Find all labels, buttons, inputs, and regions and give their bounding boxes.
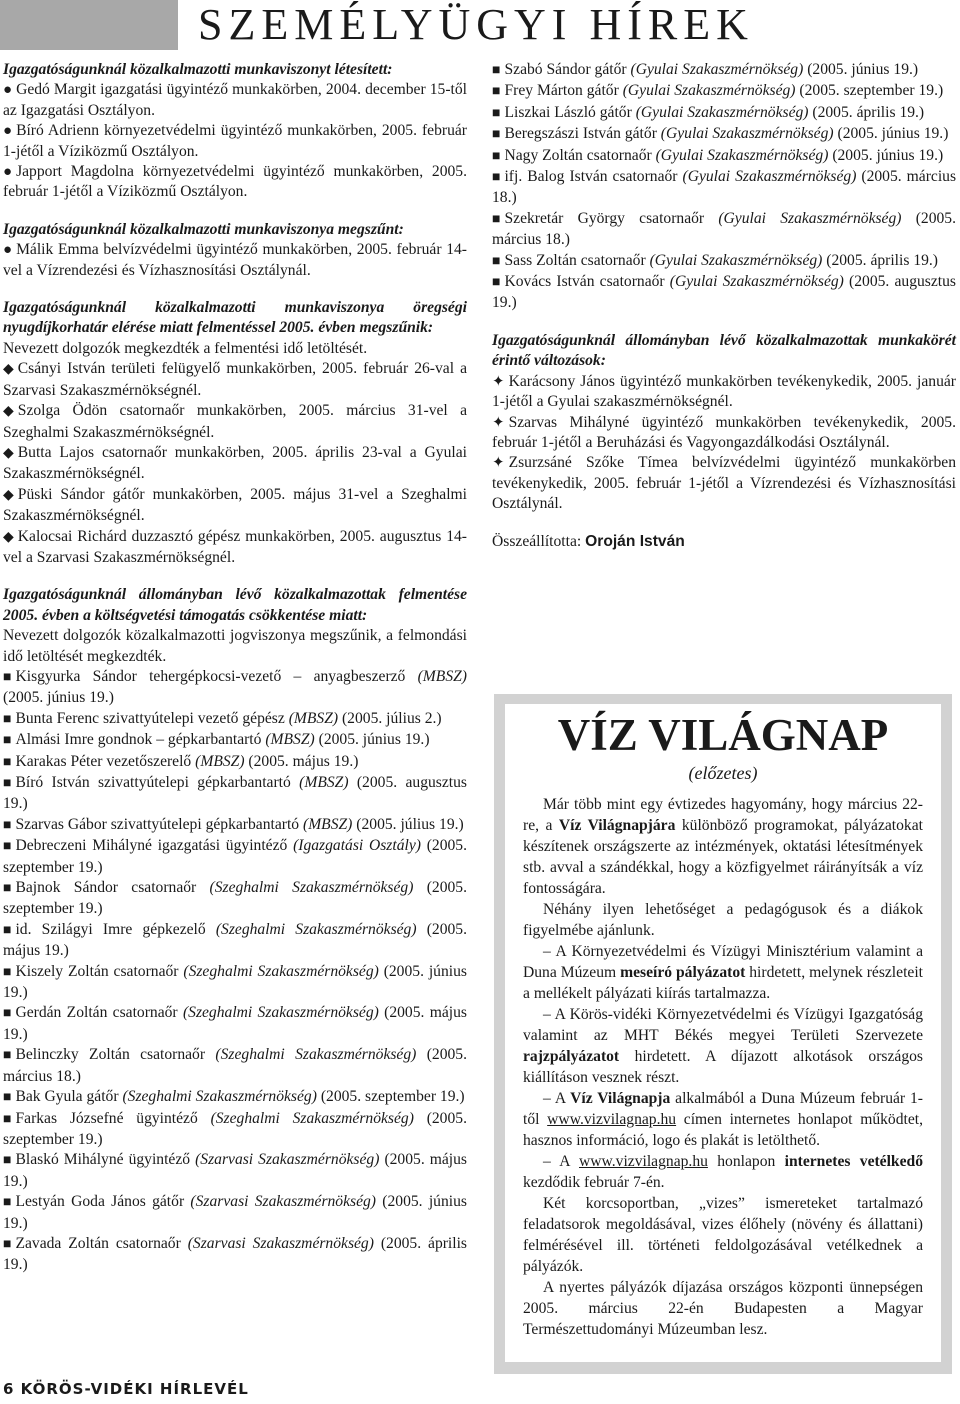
- section-intro: Nevezett dolgozók közalkalmazotti jogviszonya megszűnik, a felmondási idő letöltését megkezdték.: [3, 627, 467, 665]
- list-item: Bíró Adrienn környezetvédelmi ügyintéző munkakörben, 2005. február 1-jétől a Víziközmű Osztályon.: [3, 122, 467, 160]
- section-budget-dismissal: [3, 585, 467, 667]
- employee-date: (2005. április 19.): [3, 1234, 468, 1274]
- list-item: [492, 209, 956, 251]
- section-terminated: [3, 220, 467, 281]
- text-run-bold: rajzpályázatot: [523, 1048, 620, 1065]
- list-item: Kalocsai Richárd duzzasztó gépész munkakörben, 2005. augusztus 14-vel a Szarvasi Szakaszmérnökségnél.: [3, 527, 467, 566]
- employee-date: (2005. május 19.): [248, 752, 359, 770]
- employee-name: Karakas Péter vezetőszerelő: [15, 752, 192, 770]
- bullet-square-icon: ■: [3, 1111, 12, 1127]
- bullet-square-icon: ■: [3, 964, 12, 980]
- list-item: [492, 103, 956, 124]
- employee-unit: (Szarvasi Szakaszmérnökség): [195, 1151, 380, 1169]
- section-heading: Igazgatóságunknál közalkalmazotti munkaviszonya megszűnt:: [3, 220, 404, 238]
- employee-date: (2005. július 19.): [356, 815, 464, 833]
- employee-name: id. Szilágyi Imre gépkezelő: [15, 920, 206, 938]
- article-title: VÍZ VILÁGNAP: [557, 710, 889, 760]
- bullet-square-icon: ■: [3, 1006, 12, 1022]
- employee-date: (2005. szeptember 19.): [3, 1109, 467, 1148]
- employee-date: (2005. szeptember 19.): [799, 82, 944, 100]
- text-run-bold: Víz Világnapja: [570, 1090, 671, 1107]
- text-run: alkalmából a Duna Múzeum február 1-től: [523, 1090, 923, 1128]
- text-run: címen internetes honlapot működtet, hasznos információ, logo és plakát is letölthető.: [523, 1111, 923, 1149]
- section-heading: Igazgatóságunknál állományban lévő közalkalmazottak munkakörét érintő változások:: [492, 331, 956, 370]
- section-retirement: [3, 298, 467, 568]
- bullet-square-icon: ■: [3, 817, 12, 833]
- employee-name: Blaskó Mihályné ügyintéző: [15, 1151, 191, 1169]
- list-item: [492, 146, 956, 167]
- list-item: Csányi István területi felügyelő munkakörben, 2005. február 26-val a Szarvasi Szakaszmérnökségnél.: [3, 360, 467, 399]
- employee-unit: (Szeghalmi Szakaszmérnökség): [209, 879, 414, 897]
- section-intro: Nevezett dolgozók megkezdték a felmentési idő letöltését.: [3, 339, 368, 357]
- employee-name: ifj. Balog István csatornaőr: [504, 168, 678, 186]
- employee-unit: (Gyulai Szakaszmérnökség): [718, 209, 902, 227]
- bullet-diamond-icon: ◆: [3, 529, 14, 545]
- bullet-square-icon: ■: [3, 1048, 12, 1064]
- list-item: Szarvas Mihályné ügyintéző munkakörben tevékenykedik, 2005. február 1-jétől a Beruházási és Vagyongazdálkodási Osztálynál.: [492, 413, 956, 451]
- employee-date: (2005. június 19.): [832, 146, 944, 164]
- list-item: [3, 1150, 467, 1192]
- text-run: – A Körös-vidéki Környezetvédelmi és Vízügyi Igazgatóság valamint az MHT Békés megyei Területi Szervezete: [523, 1006, 923, 1044]
- employee-name: Nagy Zoltán csatornaőr: [504, 146, 652, 164]
- employee-unit: (Gyulai Szakaszmérnökség): [635, 103, 809, 121]
- list-item: Málik Emma belvízvédelmi ügyintéző munkakörben, 2005. február 14-vel a Vízrendezési és Vízhasznosítási Osztálynál.: [3, 241, 467, 279]
- list-item: [3, 1045, 467, 1087]
- employee-unit: (MBSZ): [288, 709, 339, 727]
- bullet-square-icon: ■: [3, 669, 12, 685]
- bullet-square-icon: ■: [492, 127, 501, 143]
- masthead-gray-bar: [0, 0, 178, 50]
- masthead: [0, 0, 960, 50]
- list-item: Szolga Ödön csatornaőr munkakörben, 2005. március 31-vel a Szeghalmi Szakaszmérnökségnél.: [3, 402, 467, 441]
- list-item: Püski Sándor gátőr munkakörben, 2005. május 31-vel a Szeghalmi Szakaszmérnökségnél.: [3, 485, 467, 525]
- text-run: hirdetett, melynek részleteit a mellékelt pályázati kiírás tartalmazza.: [523, 964, 923, 1002]
- text-run: – A Környezetvédelmi és Vízügyi Minisztérium valamint a Duna Múzeum: [523, 943, 923, 981]
- employee-date: (2005. április 19.): [812, 103, 925, 121]
- list-item: Butta Lajos csatornaőr munkakörben, 2005. április 23-val a Gyulai Szakaszmérnökségnél.: [3, 443, 467, 483]
- bullet-star-icon: ✦: [492, 455, 505, 472]
- bullet-square-icon: ■: [3, 711, 12, 727]
- employee-unit: (Szeghalmi Szakaszmérnökség): [122, 1088, 317, 1106]
- employee-unit: (MBSZ): [299, 774, 349, 791]
- bullet-square-icon: ■: [3, 1195, 12, 1211]
- bullet-square-icon: ■: [492, 63, 501, 78]
- employee-date: (2005. március 18.): [492, 209, 956, 249]
- text-run: honlapon: [707, 1153, 785, 1170]
- employee-name: Belinczky Zoltán csatornaőr: [15, 1046, 206, 1064]
- employee-unit: (Szeghalmi Szakaszmérnökség): [215, 1046, 417, 1064]
- employee-name: Sass Zoltán csatornaőr: [504, 251, 646, 269]
- list-item: [3, 878, 467, 920]
- employee-unit: (Gyulai Szakaszmérnökség): [622, 82, 796, 100]
- text-run-bold: meseíró pályázatot: [620, 964, 746, 981]
- list-item: [3, 709, 467, 730]
- employee-unit: (Szeghalmi Szakaszmérnökség): [210, 1109, 414, 1127]
- bullet-diamond-icon: ◆: [3, 362, 14, 378]
- employee-name: Bíró István szivattyútelepi gépkarbantartó: [15, 774, 291, 791]
- section-heading: Igazgatóságunknál közalkalmazotti munkaviszonyt létesített:: [3, 61, 393, 78]
- list-item: [3, 1003, 467, 1045]
- employee-date: (2005. szeptember 19.): [320, 1088, 465, 1106]
- employee-name: Bajnok Sándor csatornaőr: [15, 879, 197, 897]
- employee-unit: (MBSZ): [417, 667, 467, 685]
- list-item: Karácsony János ügyintéző munkakörben tevékenykedik, 2005. január 1-jétől a Gyulai szakaszmérnökségnél.: [492, 372, 956, 411]
- bullet-diamond-icon: ◆: [3, 487, 14, 503]
- bullet-square-icon: ■: [3, 881, 12, 897]
- employee-name: Kisgyurka Sándor tehergépkocsi-vezető – anyagbeszerző: [15, 667, 406, 685]
- employee-name: Almási Imre gondnok – gépkarbantartó: [15, 731, 262, 749]
- employee-date: (2005. március 18.): [3, 1046, 467, 1085]
- right-column: [492, 60, 956, 569]
- article-box-vizvilagnap: [505, 704, 941, 1362]
- employee-date: (2005. augusztus 19.): [492, 273, 956, 312]
- employee-unit: (Szeghalmi Szakaszmérnökség): [183, 962, 379, 980]
- employee-unit: (MBSZ): [195, 752, 245, 770]
- employee-name: Zavada Zoltán csatornaőr: [15, 1234, 181, 1252]
- employee-name: Bunta Ferenc szivattyútelepi vezető gépész: [15, 709, 285, 727]
- list-item: [492, 60, 956, 81]
- employee-name: Kiszely Zoltán csatornaőr: [15, 962, 179, 980]
- employee-date: (2005. május 19.): [3, 920, 467, 960]
- article-paragraph: [523, 794, 923, 899]
- list-item: Zsurzsáné Szőke Tímea belvízvédelmi ügyintéző munkakörben tevékenykedik, 2005. február 1-jétől a Vízrendezési és Vízhasznosítási Osztálynál.: [492, 454, 956, 513]
- section-heading: Igazgatóságunknál közalkalmazotti munkaviszonya öregségi nyugdíjkorhatár elérése miatt felmentéssel 2005. évben megszűnik:: [3, 299, 467, 337]
- employee-name: Szekretár György csatornaőr: [504, 209, 705, 227]
- bullet-square-icon: ■: [492, 148, 501, 164]
- employee-name: Gerdán Zoltán csatornaőr: [15, 1004, 178, 1022]
- employee-name: Farkas Józsefné ügyintéző: [15, 1109, 198, 1127]
- employee-date: (2005. június 19.): [3, 689, 114, 707]
- employee-unit: (Gyulai Szakaszmérnökség): [660, 125, 834, 143]
- employee-unit: (Gyulai Szakaszmérnökség): [655, 146, 829, 164]
- employee-date: (2005. május 19.): [3, 1004, 467, 1043]
- bullet-square-icon: ■: [492, 105, 501, 121]
- dismissal-list-continued: [492, 60, 956, 314]
- employee-unit: (Szarvasi Szakaszmérnökség): [190, 1193, 377, 1211]
- text-run: hirdetett. A díjazott alkotások országos kiállításon vesznek részt.: [523, 1048, 923, 1086]
- bullet-diamond-icon: ◆: [3, 445, 14, 461]
- bullet-dot-icon: ●: [3, 123, 13, 140]
- employee-unit: (Gyulai Szakaszmérnökség): [669, 273, 844, 291]
- bullet-square-icon: ■: [3, 1153, 12, 1169]
- bullet-star-icon: ✦: [492, 373, 505, 390]
- text-run: – A: [543, 1090, 571, 1107]
- list-item: [3, 1109, 467, 1151]
- section-new-employees: [3, 60, 467, 203]
- employee-name: Beregszászi István gátőr: [504, 125, 657, 143]
- list-item: [492, 124, 956, 145]
- bullet-diamond-icon: ◆: [3, 404, 14, 420]
- employee-date: (2005. szeptember 19.): [3, 837, 467, 876]
- employee-name: Kovács István csatornaőr: [504, 273, 665, 291]
- text-run: – A: [543, 1153, 579, 1170]
- bullet-square-icon: ■: [492, 84, 501, 100]
- text-run: különböző programokat, pályázatokat készítenek országszerte az intézmények, oktatási létesítmények stb. avval a szándékkal, hogy a közfigyelmet ráirányítsák a víz fontosságára.: [523, 817, 923, 897]
- list-item: [3, 920, 467, 962]
- bullet-square-icon: ■: [3, 776, 12, 791]
- list-item: [3, 815, 467, 836]
- dismissal-list: [3, 667, 467, 1276]
- bullet-dot-icon: ●: [3, 82, 13, 99]
- article-paragraph: Két korcsoportban, „vizes” ismereteket tartalmazó feladatsorok megoldásával, vizes élőhely (növény és állattani) felmérésével ill. történeti feldolgozásával vetélkednek a pályázók.: [523, 1195, 923, 1275]
- list-item: [492, 81, 956, 102]
- bullet-square-icon: ■: [3, 733, 12, 749]
- employee-date: (2005. június 19.): [807, 61, 919, 78]
- article-paragraph: A nyertes pályázók díjazása országos központi ünnepségen 2005. március 22-én Budapesten a Magyar Természettudományi Múzeumban lesz.: [523, 1279, 923, 1338]
- employee-unit: (MBSZ): [265, 731, 315, 749]
- employee-name: Lestyán Goda János gátőr: [15, 1193, 185, 1211]
- bullet-dot-icon: ●: [3, 164, 13, 181]
- employee-name: Szabó Sándor gátőr: [504, 61, 627, 78]
- employee-date: (2005. március 18.): [492, 168, 957, 207]
- article-paragraph: [523, 941, 923, 1004]
- list-item: Japport Magdolna környezetvédelmi ügyintéző munkakörben, 2005. február 1-jétől a Víziközmű Osztályon.: [3, 163, 467, 201]
- employee-unit: (Szeghalmi Szakaszmérnökség): [215, 920, 417, 938]
- bullet-square-icon: ■: [3, 1236, 12, 1252]
- page-title: SZEMÉLYÜGYI HÍREK: [198, 0, 754, 49]
- article-paragraph: Néhány ilyen lehetőséget a pedagógusok és a diákok figyelmébe ajánlunk.: [523, 901, 923, 939]
- employee-date: (2005. szeptember 19.): [3, 879, 467, 918]
- bullet-star-icon: ✦: [492, 414, 505, 431]
- employee-name: Szarvas Gábor szivattyútelepi gépkarbantartó: [15, 815, 300, 833]
- employee-unit: (Szarvasi Szakaszmérnökség): [187, 1234, 374, 1252]
- article-paragraph: [523, 1088, 923, 1151]
- employee-unit: (Gyulai Szakaszmérnökség): [630, 61, 804, 78]
- employee-unit: (Gyulai Szakaszmérnökség): [682, 168, 857, 186]
- bullet-square-icon: ■: [3, 754, 12, 770]
- employee-date: (2005. június 19.): [318, 731, 430, 749]
- left-column: [3, 60, 467, 1276]
- employee-unit: (Szeghalmi Szakaszmérnökség): [182, 1004, 379, 1022]
- employee-name: Frey Márton gátőr: [504, 82, 619, 100]
- list-item: [3, 667, 467, 709]
- bullet-square-icon: ■: [3, 839, 12, 855]
- text-run-bold: Víz Világnapjára: [558, 817, 676, 834]
- list-item: [3, 1087, 467, 1108]
- article-subtitle: (előzetes): [688, 763, 758, 783]
- compiler-label: Összeállította:: [492, 532, 582, 550]
- list-item: [3, 1192, 467, 1234]
- list-item: [3, 836, 467, 878]
- employee-name: Liszkai László gátőr: [504, 103, 632, 121]
- list-item: [3, 962, 467, 1004]
- article-paragraph: [523, 1004, 923, 1088]
- employee-date: (2005. július 2.): [341, 709, 442, 727]
- section-heading: Igazgatóságunknál állományban lévő közalkalmazottak felmentése 2005. évben a költségvetési támogatás csökkentése miatt:: [3, 586, 467, 624]
- bullet-square-icon: ■: [492, 253, 501, 269]
- bullet-square-icon: ■: [492, 275, 501, 291]
- website-link[interactable]: www.vizvilagnap.hu: [579, 1153, 708, 1170]
- bullet-dot-icon: ●: [3, 242, 13, 259]
- article-paragraph: [523, 1151, 923, 1193]
- employee-date: (2005. június 19.): [3, 1193, 467, 1232]
- text-run: Már több mint egy évtizedes hagyomány, hogy március 22-re, a: [523, 796, 923, 834]
- section-role-changes: [492, 331, 956, 515]
- list-item: Gedó Margit igazgatási ügyintéző munkakörben, 2004. december 15-től az Igazgatási Osztályon.: [3, 81, 467, 119]
- list-item: [492, 272, 956, 314]
- website-link[interactable]: www.vizvilagnap.hu: [547, 1111, 677, 1128]
- employee-unit: (MBSZ): [303, 815, 353, 833]
- text-run-bold: internetes vetélkedő: [784, 1153, 923, 1170]
- list-item: [3, 1234, 467, 1276]
- employee-date: (2005. április 19.): [826, 251, 939, 269]
- employee-date: (2005. június 19.): [3, 962, 467, 1002]
- employee-name: Debreczeni Mihályné igazgatási ügyintéző: [15, 837, 288, 855]
- employee-date: (2005. június 19.): [837, 125, 949, 143]
- bullet-square-icon: ■: [3, 922, 12, 938]
- compiler-credit: [492, 532, 956, 552]
- list-item: [3, 773, 467, 815]
- text-run: kezdődik február 7-én.: [523, 1174, 665, 1191]
- list-item: [3, 730, 467, 751]
- bullet-square-icon: ■: [492, 211, 501, 227]
- article-body: [523, 794, 923, 1340]
- bullet-square-icon: ■: [492, 170, 501, 186]
- employee-date: (2005. augusztus 19.): [3, 774, 467, 813]
- employee-unit: (Igazgatási Osztály): [293, 837, 421, 855]
- footer-page-label: 6 KÖRÖS-VIDÉKI HÍRLEVÉL: [3, 1380, 249, 1398]
- bullet-square-icon: ■: [3, 1090, 12, 1106]
- employee-name: Bak Gyula gátőr: [15, 1088, 119, 1106]
- compiler-name: Oroján István: [585, 532, 685, 550]
- list-item: [492, 167, 956, 209]
- list-item: [492, 251, 956, 272]
- employee-date: (2005. május 19.): [3, 1151, 467, 1190]
- employee-unit: (Gyulai Szakaszmérnökség): [649, 251, 823, 269]
- list-item: [3, 752, 467, 773]
